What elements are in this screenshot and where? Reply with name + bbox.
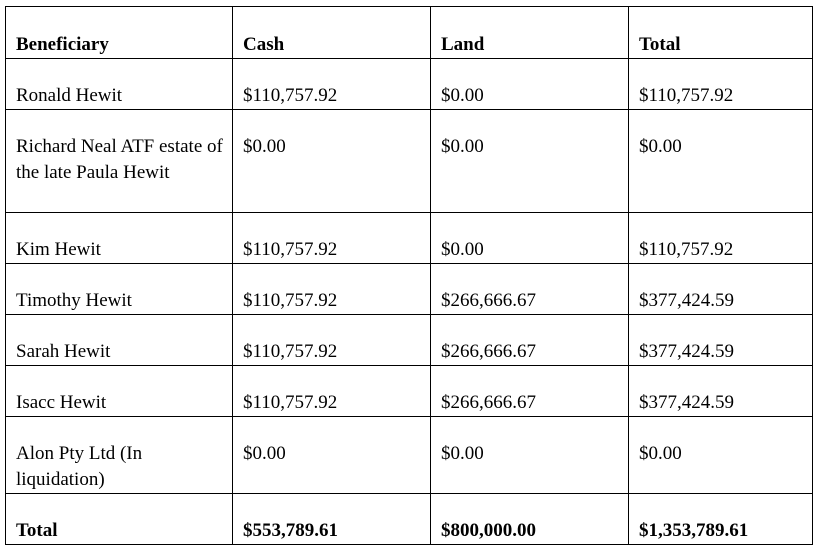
cell-land: $0.00 (431, 110, 629, 213)
cell-cash: $110,757.92 (233, 264, 431, 315)
header-cash: Cash (233, 7, 431, 59)
totals-cash: $553,789.61 (233, 494, 431, 545)
cell-land: $0.00 (431, 213, 629, 264)
header-land: Land (431, 7, 629, 59)
cell-beneficiary: Timothy Hewit (6, 264, 233, 315)
cell-beneficiary: Ronald Hewit (6, 59, 233, 110)
cell-land: $266,666.67 (431, 315, 629, 366)
cell-total: $0.00 (629, 417, 813, 494)
cell-beneficiary: Sarah Hewit (6, 315, 233, 366)
cell-cash: $110,757.92 (233, 59, 431, 110)
table-row (6, 417, 813, 494)
table-row (6, 366, 813, 417)
table-totals-row (6, 494, 813, 545)
cell-total: $377,424.59 (629, 366, 813, 417)
cell-beneficiary: Kim Hewit (6, 213, 233, 264)
cell-land: $266,666.67 (431, 366, 629, 417)
header-beneficiary: Beneficiary (6, 7, 233, 59)
cell-total: $377,424.59 (629, 264, 813, 315)
cell-total: $110,757.92 (629, 213, 813, 264)
cell-land: $0.00 (431, 59, 629, 110)
table-row (6, 213, 813, 264)
cell-beneficiary: Alon Pty Ltd (In liquidation) (6, 417, 233, 494)
cell-cash: $110,757.92 (233, 213, 431, 264)
table-row (6, 110, 813, 213)
cell-cash: $0.00 (233, 417, 431, 494)
cell-beneficiary: Isacc Hewit (6, 366, 233, 417)
totals-land: $800,000.00 (431, 494, 629, 545)
beneficiary-distribution-table (5, 6, 813, 545)
table-header-row (6, 7, 813, 59)
cell-cash: $0.00 (233, 110, 431, 213)
cell-land: $0.00 (431, 417, 629, 494)
totals-label: Total (6, 494, 233, 545)
cell-beneficiary: Richard Neal ATF estate of the late Paula Hewit (6, 110, 233, 213)
cell-cash: $110,757.92 (233, 366, 431, 417)
table-row (6, 59, 813, 110)
cell-total: $110,757.92 (629, 59, 813, 110)
cell-land: $266,666.67 (431, 264, 629, 315)
cell-cash: $110,757.92 (233, 315, 431, 366)
cell-total: $377,424.59 (629, 315, 813, 366)
table-row (6, 264, 813, 315)
header-total: Total (629, 7, 813, 59)
table-row (6, 315, 813, 366)
totals-total: $1,353,789.61 (629, 494, 813, 545)
cell-total: $0.00 (629, 110, 813, 213)
